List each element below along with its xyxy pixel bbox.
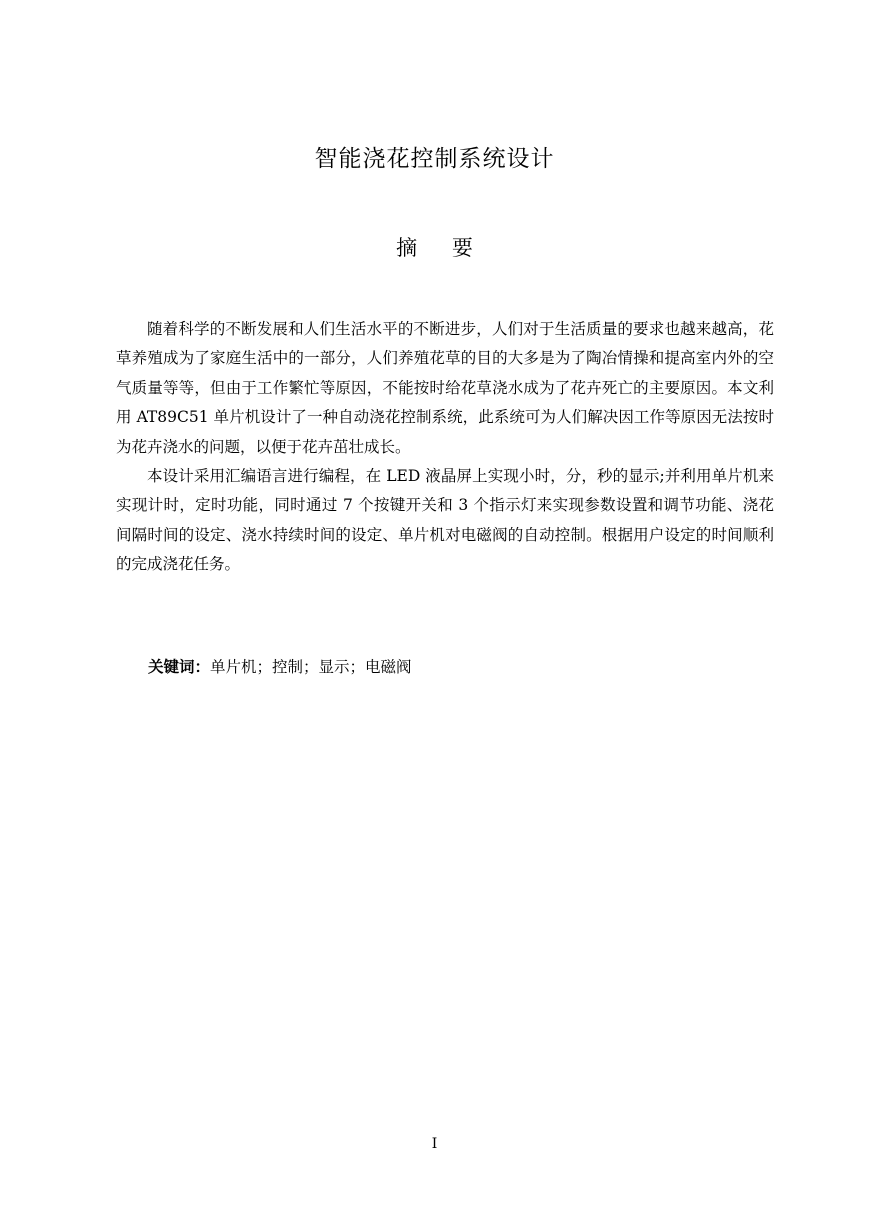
abstract-body [116,315,774,580]
page-number: I [431,1136,438,1152]
keywords-line [148,655,412,679]
abstract-paragraph-1: 随着科学的不断发展和人们生活水平的不断进步，人们对于生活质量的要求也越来越高，花草养殖成为了家庭生活中的一部分，人们养殖花草的目的大多是为了陶冶情操和提高室内外的空气质量等等，但由于工作繁忙等原因，不能按时给花草浇水成为了花卉死亡的主要原因。本文利用 AT89C51 单片机设计了一种自动浇花控制系统，此系统可为人们解决因工作等原因无法按时为花卉浇水的问题，以便于花卉茁壮成长。 [116,320,774,456]
abstract-paragraph-2: 本设计采用汇编语言进行编程，在 LED 液晶屏上实现小时，分，秒的显示;并利用单片机来实现计时，定时功能，同时通过 7 个按键开关和 3 个指示灯来实现参数设置和调节功能、浇花间隔时间的设定、浇水持续时间的设定、单片机对电磁阀的自动控制。根据用户设定的时间顺利的完成浇花任务。 [116,467,774,574]
document-title: 智能浇花控制系统设计 [314,146,555,172]
abstract-heading: 摘 要 [396,236,487,260]
keywords-text: 单片机；控制；显示；电磁阀 [210,658,412,676]
keywords-label: 关键词： [148,658,211,676]
